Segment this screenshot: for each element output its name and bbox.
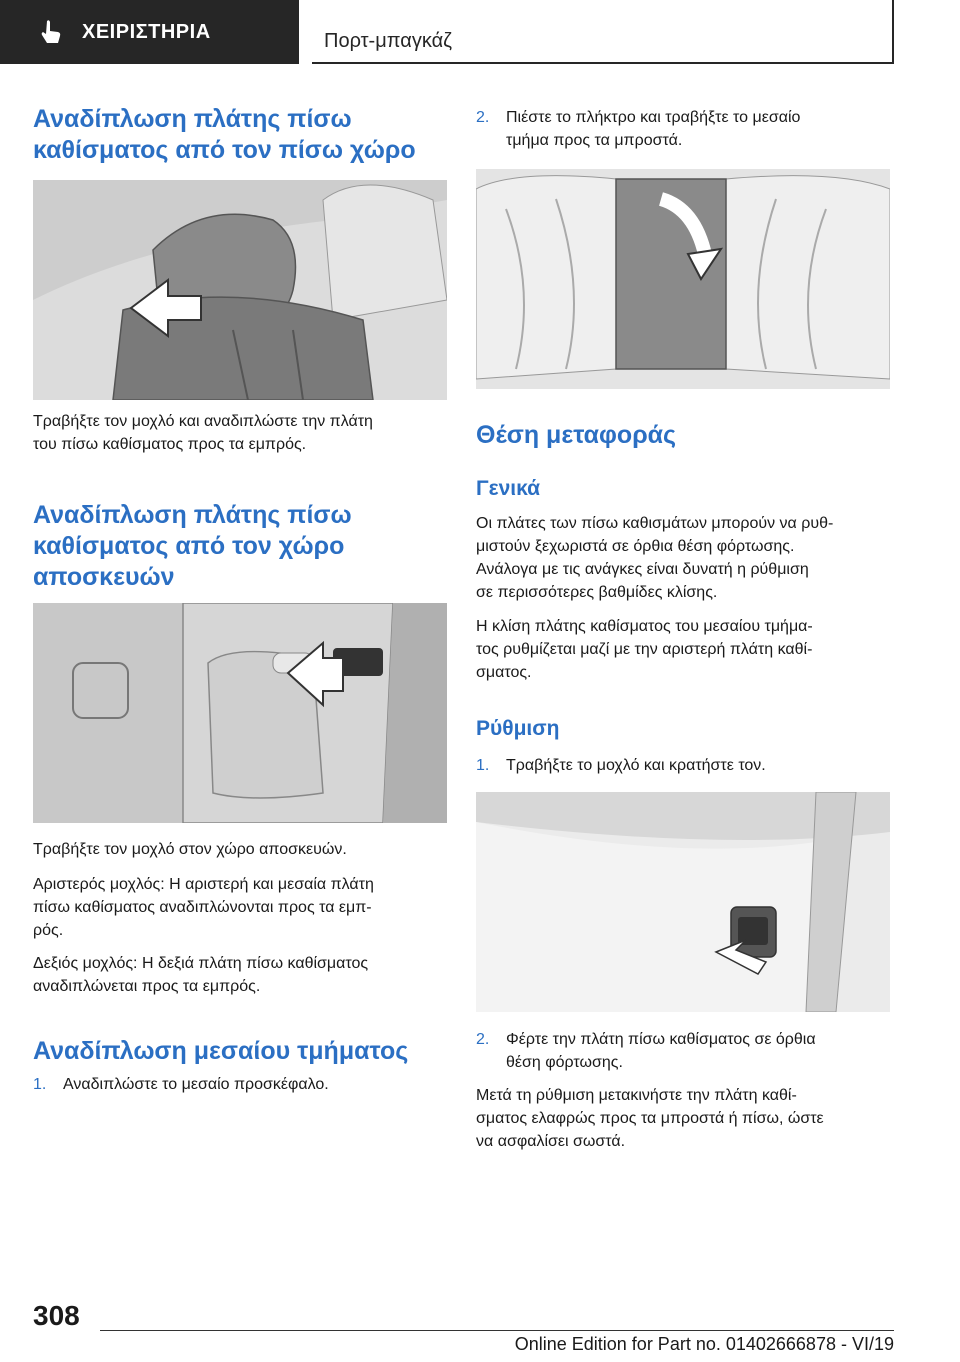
- list-item-adjust-1: [476, 754, 896, 778]
- heading-adjustment: Ρύθμιση: [476, 717, 560, 740]
- page-number: 308: [33, 1300, 80, 1331]
- step-number: 2.: [476, 109, 490, 126]
- step-text: Αναδιπλώστε το μεσαίο προσκέφαλο.: [63, 1076, 329, 1093]
- step-text: Πιέστε το πλήκτρο και τραβήξτε το μεσαίο τμήμα προς τα μπροστά.: [506, 109, 801, 149]
- header-chapter-title: Πορτ-μπαγκάζ: [324, 30, 452, 52]
- text-after-adjust: Μετά τη ρύθμιση μετακινήστε την πλάτη καθί‐ σματος ελαφρώς προς τα μπροστά ή πίσω, ώστε να ασφαλίσει σωστά.: [476, 1087, 824, 1150]
- header-section-title: ΧΕΙΡΙΣΤΗΡΙΑ: [82, 20, 211, 43]
- step-number: 1.: [33, 1076, 47, 1093]
- list-item-step-2: [476, 106, 896, 154]
- hand-pointer-icon: [40, 19, 62, 45]
- text-general-1: Οι πλάτες των πίσω καθισμάτων μπορούν να ρυθ‐ μιστούν ξεχωριστά σε όρθια θέση φόρτωσης. Ανάλογα με τις ανάγκες είναι δυνατή η ρύθμιση σε περισσότερες βαθμίδες κλίσης.: [476, 515, 834, 601]
- heading-general: Γενικά: [476, 477, 541, 500]
- step-text: Φέρτε την πλάτη πίσω καθίσματος σε όρθια θέση φόρτωσης.: [506, 1031, 816, 1071]
- footer-divider: [100, 1330, 894, 1331]
- text-pull-lever-trunk: Τραβήξτε τον μοχλό στον χώρο αποσκευών.: [33, 841, 347, 858]
- step-text: Τραβήξτε το μοχλό και κρατήστε τον.: [506, 757, 766, 774]
- footer-edition: Online Edition for Part no. 01402666878 - VI/19: [514, 1334, 894, 1354]
- heading-fold-middle-section: Αναδίπλωση μεσαίου τμήματος: [33, 1037, 409, 1065]
- text-pull-lever-fold: Τραβήξτε τον μοχλό και αναδιπλώστε την πλάτη του πίσω καθίσματος προς τα εμπρός.: [33, 413, 373, 453]
- header-section-tab: [0, 0, 299, 64]
- header-chapter-box: [312, 0, 894, 64]
- figure-rear-seat-lever: [33, 180, 447, 400]
- step-number: 2.: [476, 1031, 490, 1048]
- figure-trunk-lever: [33, 603, 447, 823]
- text-general-2: Η κλίση πλάτης καθίσματος του μεσαίου τμήμα‐ τος ρυθμίζεται μαζί με την αριστερή πλάτη καθί‐ σματος.: [476, 618, 813, 681]
- text-right-lever: Δεξιός μοχλός: Η δεξιά πλάτη πίσω καθίσματος αναδιπλώνεται προς τα εμπρός.: [33, 955, 369, 995]
- list-item-step-1: [33, 1073, 447, 1097]
- heading-transport-position: Θέση μεταφοράς: [476, 421, 677, 449]
- heading-fold-from-rear: Αναδίπλωση πλάτης πίσω καθίσματος από τον πίσω χώρο: [33, 105, 416, 164]
- heading-fold-from-trunk: Αναδίπλωση πλάτης πίσω καθίσματος από τον χώρο αποσκευών: [33, 501, 352, 591]
- text-left-lever: Αριστερός μοχλός: Η αριστερή και μεσαία πλάτη πίσω καθίσματος αναδιπλώνονται προς τα εμπ‐ ρός.: [33, 876, 374, 939]
- figure-adjust-lever: [476, 792, 890, 1012]
- step-number: 1.: [476, 757, 490, 774]
- list-item-adjust-2: [476, 1028, 896, 1076]
- figure-middle-section: [476, 169, 890, 389]
